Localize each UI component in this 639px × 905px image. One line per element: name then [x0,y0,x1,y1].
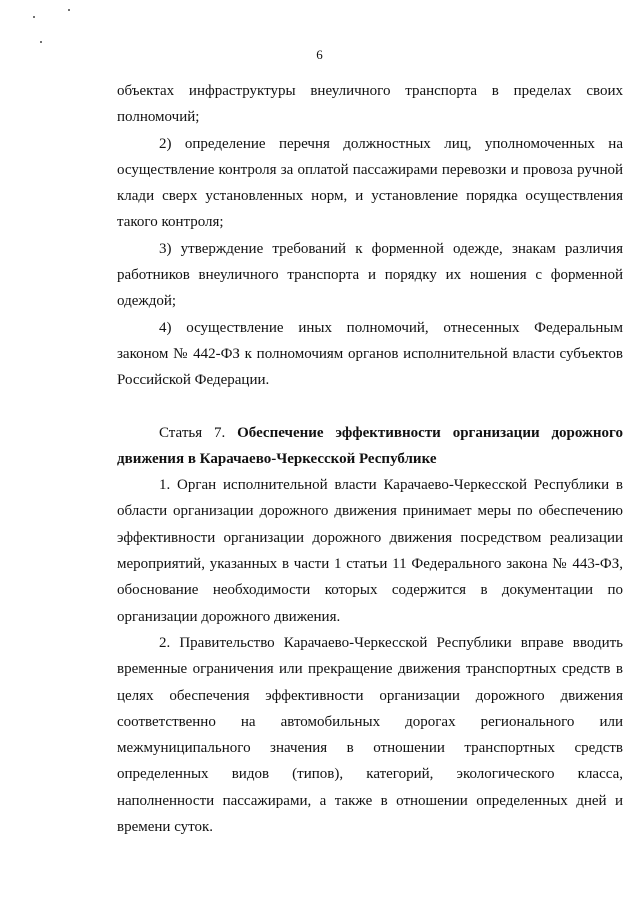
document-body [117,78,623,840]
scan-speck [68,9,70,11]
scan-speck [33,16,35,18]
paragraph-item-4: 4) осуществление иных полномочий, отнесенных Федеральным законом № 442-ФЗ к полномочиям органов исполнительной власти субъектов Российской Федерации. [117,319,623,389]
paragraph-continuation: объектах инфраструктуры внеуличного транспорта в пределах своих полномочий; [117,83,623,126]
article-paragraph-1: 1. Орган исполнительной власти Карачаево-Черкесской Республики в области организации дорожного движения принимает меры по обеспечению эффективности организации дорожного движения посредством реализации мероприятий, указанных в части 1 статьи 11 Федерального закона № 443-ФЗ, обоснование необходимости которых содержится в документации по организации дорожного движения. [117,477,623,625]
scan-speck [40,41,42,43]
paragraph-item-2: 2) определение перечня должностных лиц, уполномоченных на осуществление контроля за оплатой пассажирами перевозки и провоза ручной клади сверх установленных норм, и установление порядка осуществления такого контроля; [117,135,623,231]
article-title: Обеспечение эффективности организации дорожного движения в Карачаево-Черкесской Республике [117,424,623,467]
article-label: Статья 7. [159,424,226,441]
article-paragraph-2: 2. Правительство Карачаево-Черкесской Республики вправе вводить временные ограничения или прекращение движения транспортных средств в целях обеспечения эффективности организации дорожного движения соответственно на автомобильных дорогах регионального или межмуниципального значения в отношении транспортных средств определенных видов (типов), категорий, экологического класса, наполненности пассажирами, а также в отношении определенных дней и времени суток. [117,634,623,836]
paragraph-item-3: 3) утверждение требований к форменной одежде, знакам различия работников внеуличного транспорта и порядку их ношения с форменной одеждой; [117,240,623,310]
page-number: 6 [316,47,323,62]
article-heading [117,420,623,473]
